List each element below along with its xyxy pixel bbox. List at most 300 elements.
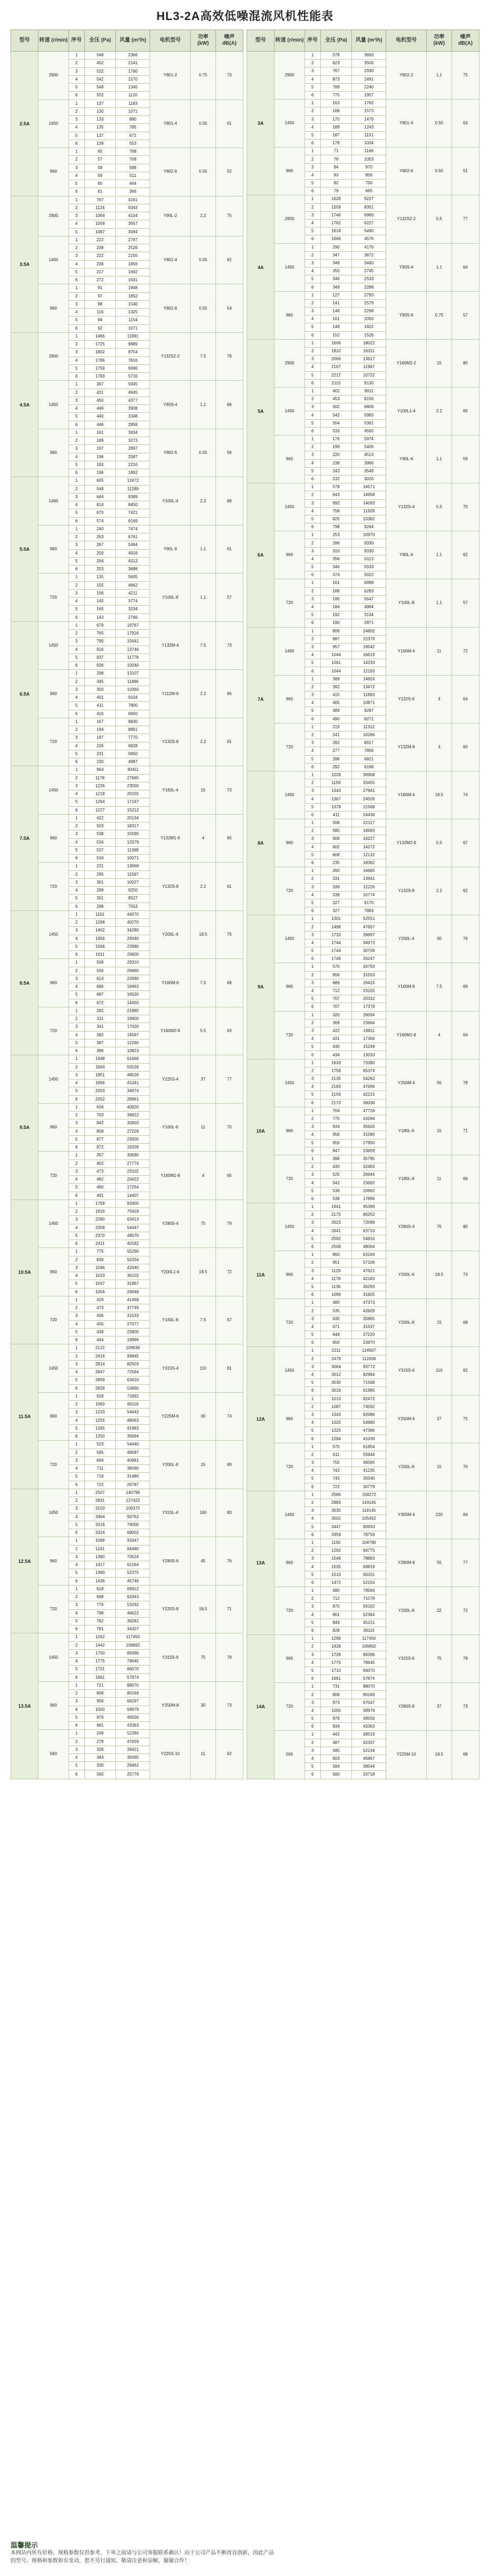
table-row: [247, 867, 479, 875]
notice-line: 的型号、规格和参数如有变动，恕不另行通知，敬请注意和谅解，谢谢合作！: [11, 2558, 190, 2564]
seq-cell: 6: [68, 324, 84, 332]
seq-cell: 1: [68, 1633, 84, 1641]
kw-cell: 15: [427, 1107, 452, 1155]
pressure-cell: 452: [84, 60, 116, 67]
airflow-cell: 23155: [352, 987, 386, 995]
airflow-cell: 8754: [116, 349, 150, 356]
seq-cell: 6: [305, 667, 320, 675]
airflow-cell: 31533: [116, 1312, 150, 1320]
seq-cell: 4: [68, 887, 84, 895]
seq-cell: 4: [305, 939, 320, 947]
model-cell: 14A: [247, 1635, 275, 1779]
seq-cell: 6: [68, 758, 84, 766]
airflow-cell: 1243: [352, 123, 386, 131]
kw-cell: 0.55: [427, 100, 452, 147]
pressure-cell: 1087: [320, 1403, 352, 1411]
pressure-cell: 703: [84, 1112, 116, 1119]
pressure-cell: 825: [320, 515, 352, 523]
airflow-cell: 72564: [116, 1369, 150, 1376]
airflow-cell: 27665: [116, 774, 150, 782]
speed-cell: 1450: [275, 243, 305, 291]
airflow-cell: 1526: [352, 331, 386, 339]
airflow-cell: 11891: [116, 332, 150, 340]
airflow-cell: 40270: [116, 919, 150, 927]
kw-cell: 5.5: [427, 819, 452, 867]
seq-cell: 2: [305, 1259, 320, 1267]
seq-cell: 4: [68, 1079, 84, 1087]
airflow-cell: 90933: [352, 1523, 386, 1531]
seq-cell: 6: [305, 379, 320, 387]
airflow-cell: 26415: [352, 979, 386, 987]
model-cell: 10A: [247, 1059, 275, 1203]
airflow-cell: 2797: [116, 236, 150, 244]
airflow-cell: 12472: [116, 477, 150, 485]
airflow-cell: 588: [116, 164, 150, 172]
airflow-cell: 40920: [116, 1103, 150, 1111]
airflow-cell: 15590: [116, 830, 150, 838]
pressure-cell: 286: [320, 539, 352, 547]
pressure-cell: 188: [320, 587, 352, 595]
seq-cell: 4: [68, 356, 84, 364]
seq-cell: 2: [305, 971, 320, 979]
airflow-cell: 58979: [116, 1706, 150, 1713]
model-cell: 6A: [247, 483, 275, 627]
seq-cell: 5: [305, 515, 320, 523]
seq-cell: 4: [305, 507, 320, 515]
pressure-cell: 798: [320, 523, 352, 531]
motor-cell: Y225S-10: [150, 1730, 191, 1779]
pressure-cell: 560: [84, 1770, 116, 1779]
airflow-cell: 8891: [116, 726, 150, 734]
airflow-cell: 84480: [116, 1545, 150, 1553]
pressure-cell: 861: [320, 1611, 352, 1619]
pressure-cell: 2122: [84, 1344, 116, 1352]
speed-cell: 1450: [275, 1059, 305, 1107]
pressure-cell: 502: [320, 403, 352, 411]
speed-cell: 960: [275, 1635, 305, 1683]
seq-cell: 5: [305, 851, 320, 859]
pressure-cell: 776: [84, 1601, 116, 1609]
airflow-cell: 36102: [116, 1272, 150, 1280]
pressure-cell: 634: [84, 1103, 116, 1111]
seq-cell: 2: [305, 827, 320, 835]
airflow-cell: 36090: [116, 1465, 150, 1473]
speed-cell: 960: [275, 1107, 305, 1155]
pressure-cell: 1241: [84, 1545, 116, 1553]
pressure-cell: 1219: [84, 790, 116, 798]
seq-cell: 1: [305, 1443, 320, 1451]
motor-cell: Y200L-8: [386, 1587, 427, 1635]
airflow-cell: 95399: [352, 1203, 386, 1211]
airflow-cell: 4565: [352, 427, 386, 435]
speed-cell: 960: [38, 1537, 68, 1586]
airflow-cell: 52551: [352, 915, 386, 923]
airflow-cell: 3026: [352, 475, 386, 483]
pressure-cell: 3359: [320, 1531, 352, 1539]
seq-cell: 1: [305, 1299, 320, 1307]
table-row: [247, 1539, 479, 1547]
pressure-cell: 1000: [320, 1707, 352, 1715]
airflow-cell: 23550: [116, 782, 150, 790]
pressure-cell: 2592: [320, 1235, 352, 1243]
pressure-cell: 578: [320, 483, 352, 491]
airflow-cell: 3934: [116, 429, 150, 437]
airflow-cell: 8271: [352, 715, 386, 723]
pressure-cell: 1390: [84, 1569, 116, 1577]
pressure-cell: 979: [84, 1713, 116, 1721]
pressure-cell: 1758: [320, 1067, 352, 1075]
pressure-cell: 184: [320, 603, 352, 611]
seq-cell: 1: [305, 1107, 320, 1115]
airflow-cell: 57874: [116, 1673, 150, 1681]
airflow-cell: 29310: [116, 959, 150, 967]
seq-cell: 1: [68, 1248, 84, 1256]
noise-cell: 61: [215, 525, 243, 573]
noise-cell: 80: [452, 1203, 479, 1251]
pressure-cell: 798: [84, 1609, 116, 1617]
model-cell: 4A: [247, 195, 275, 339]
airflow-cell: 11567: [116, 870, 150, 878]
motor-cell: Y200L-8: [386, 1299, 427, 1347]
noise-cell: 70: [452, 483, 479, 531]
airflow-cell: 16227: [352, 835, 386, 843]
seq-cell: 4: [68, 75, 84, 83]
airflow-cell: 31486: [116, 1473, 150, 1481]
table-row: [247, 243, 479, 251]
pressure-cell: 429: [84, 1296, 116, 1304]
kw-cell: 75: [191, 1633, 215, 1682]
airflow-cell: 35694: [116, 1433, 150, 1441]
pressure-cell: 781: [84, 1626, 116, 1633]
seq-cell: 6: [305, 619, 320, 627]
noise-cell: 73: [215, 52, 243, 100]
kw-cell: 15: [191, 1441, 215, 1489]
seq-cell: 2: [68, 485, 84, 493]
pressure-cell: 442: [320, 1731, 352, 1739]
speed-cell: 960: [275, 1539, 305, 1587]
pressure-cell: 1466: [84, 332, 116, 340]
airflow-cell: 785: [116, 124, 150, 132]
pressure-cell: 168: [320, 107, 352, 115]
pressure-cell: 2411: [84, 1240, 116, 1248]
seq-cell: 1: [68, 718, 84, 726]
seq-cell: 5: [305, 323, 320, 331]
pressure-cell: 249: [84, 1730, 116, 1738]
airflow-cell: 143145: [352, 1499, 386, 1507]
seq-cell: 3: [305, 1507, 320, 1515]
kw-cell: 45: [191, 1537, 215, 1586]
pressure-cell: 542: [320, 1179, 352, 1187]
seq-cell: 2: [68, 244, 84, 252]
airflow-cell: 18022: [352, 339, 386, 347]
pressure-cell: 301: [84, 895, 116, 903]
pressure-cell: 58: [84, 164, 116, 172]
motor-cell: Y160L-4: [150, 766, 191, 815]
seq-cell: 2: [305, 1739, 320, 1747]
airflow-cell: 5490: [352, 227, 386, 235]
pressure-cell: 936: [84, 662, 116, 670]
airflow-cell: 4211: [116, 589, 150, 597]
model-cell: 7A: [247, 627, 275, 771]
speed-cell: 720: [275, 1011, 305, 1059]
airflow-cell: 7800: [116, 702, 150, 710]
airflow-cell: 16571: [352, 483, 386, 491]
noise-cell: 52: [215, 148, 243, 196]
seq-cell: 3: [68, 1698, 84, 1706]
pressure-cell: 503: [84, 823, 116, 830]
seq-cell: 5: [305, 995, 320, 1003]
pressure-cell: 392: [320, 683, 352, 691]
airflow-cell: 10266: [352, 731, 386, 739]
airflow-cell: 22690: [116, 975, 150, 983]
motor-cell: Y225M-6: [150, 1392, 191, 1441]
seq-cell: 4: [68, 1658, 84, 1666]
column-header: 型号: [247, 30, 275, 52]
column-header: 噪声 dB(A): [215, 30, 243, 52]
seq-cell: 6: [305, 763, 320, 771]
airflow-cell: 63413: [116, 1216, 150, 1224]
seq-cell: 6: [305, 1243, 320, 1251]
airflow-cell: 34973: [352, 939, 386, 947]
table-row: [11, 525, 243, 533]
seq-cell: 6: [305, 1339, 320, 1347]
column-header: 风量 (m³/h): [352, 30, 386, 52]
kw-cell: 3: [427, 723, 452, 771]
airflow-cell: 9227: [352, 195, 386, 203]
seq-cell: 4: [68, 453, 84, 461]
airflow-cell: 2579: [352, 299, 386, 307]
airflow-cell: 1852: [116, 292, 150, 300]
seq-cell: 6: [68, 276, 84, 284]
airflow-cell: 54262: [352, 1075, 386, 1083]
pressure-cell: 350: [84, 686, 116, 693]
table-row: [11, 1103, 243, 1111]
motor-cell: Y315S-4: [150, 1344, 191, 1393]
airflow-cell: 35540: [352, 1475, 386, 1483]
airflow-cell: 41468: [116, 1296, 150, 1304]
airflow-cell: 54980: [352, 1419, 386, 1427]
noise-cell: 83: [215, 1489, 243, 1537]
airflow-cell: 49556: [116, 1713, 150, 1721]
airflow-cell: 62164: [116, 1561, 150, 1569]
pressure-cell: 189: [320, 123, 352, 131]
seq-cell: 5: [68, 1666, 84, 1673]
airflow-cell: 3348: [116, 413, 150, 421]
airflow-cell: 17167: [116, 798, 150, 806]
pressure-cell: 91: [84, 284, 116, 292]
kw-cell: 7.5: [191, 959, 215, 1007]
table-row: [11, 1681, 243, 1689]
noise-cell: 73: [215, 1681, 243, 1730]
pressure-cell: 1378: [320, 803, 352, 811]
pressure-cell: 542: [320, 411, 352, 419]
noise-cell: 63: [452, 100, 479, 147]
airflow-cell: 35926: [352, 1123, 386, 1131]
pressure-cell: 3464: [84, 1513, 116, 1521]
pressure-cell: 742: [320, 1467, 352, 1475]
speed-cell: 2900: [38, 52, 68, 100]
airflow-cell: 47726: [352, 1107, 386, 1115]
speed-cell: 720: [275, 1683, 305, 1731]
seq-cell: 2: [68, 204, 84, 212]
airflow-cell: 2526: [116, 244, 150, 252]
airflow-cell: 20332: [352, 995, 386, 1003]
airflow-cell: 31553: [352, 971, 386, 979]
seq-cell: 1: [68, 332, 84, 340]
airflow-cell: 23859: [352, 1147, 386, 1155]
seq-cell: 1: [68, 429, 84, 437]
airflow-cell: 1151: [352, 131, 386, 139]
pressure-cell: 1159: [320, 779, 352, 787]
pressure-cell: 1178: [320, 1275, 352, 1283]
airflow-cell: 27950: [352, 1139, 386, 1147]
pressure-cell: 238: [320, 459, 352, 467]
airflow-cell: 14450: [116, 999, 150, 1007]
airflow-cell: 23005: [116, 1135, 150, 1143]
motor-cell: Y280S-8: [386, 1683, 427, 1731]
speed-cell: 560: [275, 1731, 305, 1779]
seq-cell: 6: [305, 1627, 320, 1634]
airflow-cell: 62337: [352, 1739, 386, 1747]
seq-cell: 6: [305, 1147, 320, 1155]
seq-cell: 1: [305, 1683, 320, 1691]
airflow-cell: 54642: [116, 1409, 150, 1416]
airflow-cell: 1120: [116, 92, 150, 100]
airflow-cell: 112658: [352, 1355, 386, 1363]
pressure-cell: 422: [320, 1027, 352, 1035]
airflow-cell: 5043: [116, 204, 150, 212]
airflow-cell: 366: [116, 188, 150, 196]
kw-cell: 5.5: [427, 195, 452, 243]
pressure-cell: 870: [320, 1603, 352, 1611]
airflow-cell: 5945: [116, 381, 150, 389]
pressure-cell: 957: [320, 643, 352, 651]
airflow-cell: 28961: [116, 1095, 150, 1103]
seq-cell: 5: [305, 1187, 320, 1195]
airflow-cell: 9287: [352, 707, 386, 715]
airflow-cell: 14816: [352, 675, 386, 683]
airflow-cell: 5022: [352, 571, 386, 579]
pressure-cell: 374: [320, 571, 352, 579]
pressure-cell: 1033: [84, 1272, 116, 1280]
airflow-cell: 8351: [352, 203, 386, 211]
table-row: [11, 1633, 243, 1641]
pressure-cell: 775: [84, 1248, 116, 1256]
column-header: 电机型号: [386, 30, 427, 52]
seq-cell: 3: [68, 782, 84, 790]
airflow-cell: 63164: [352, 1251, 386, 1259]
pressure-cell: 130: [84, 107, 116, 115]
pressure-cell: 83: [320, 171, 352, 179]
airflow-cell: 78594: [352, 1587, 386, 1595]
seq-cell: 2: [305, 683, 320, 691]
motor-cell: Y132S2-2: [386, 195, 427, 243]
pressure-cell: 548: [84, 84, 116, 92]
seq-cell: 6: [68, 1192, 84, 1200]
model-cell: 7.5A: [11, 766, 38, 911]
motor-cell: Y132M2-6: [386, 819, 427, 867]
kw-cell: 110: [191, 1344, 215, 1393]
pressure-cell: 1611: [84, 951, 116, 959]
seq-cell: 4: [305, 267, 320, 275]
pressure-cell: 584: [320, 1763, 352, 1771]
seq-cell: 4: [68, 1416, 84, 1424]
seq-cell: 5: [305, 947, 320, 955]
pressure-cell: 1744: [320, 939, 352, 947]
speed-cell: 960: [275, 1395, 305, 1443]
seq-cell: 4: [68, 694, 84, 702]
airflow-cell: 1071: [116, 324, 150, 332]
motor-cell: Y200L-4: [386, 915, 427, 963]
pressure-cell: 436: [84, 1312, 116, 1320]
seq-cell: 1: [68, 52, 84, 60]
pressure-cell: 141: [320, 299, 352, 307]
seq-cell: 1: [305, 339, 320, 347]
airflow-cell: 5983: [352, 411, 386, 419]
airflow-cell: 13617: [352, 355, 386, 363]
kw-cell: 22: [427, 1587, 452, 1635]
seq-cell: 1: [305, 1203, 320, 1211]
seq-cell: 1: [68, 814, 84, 822]
seq-cell: 1: [68, 477, 84, 485]
seq-cell: 6: [68, 855, 84, 863]
pressure-cell: 1456: [84, 935, 116, 943]
pressure-cell: 346: [320, 275, 352, 283]
speed-cell: 960: [38, 1103, 68, 1152]
seq-cell: 4: [305, 459, 320, 467]
seq-cell: 5: [68, 1376, 84, 1384]
airflow-cell: 12260: [116, 1039, 150, 1047]
seq-cell: 2: [305, 1355, 320, 1363]
pressure-cell: 3324: [84, 1529, 116, 1537]
airflow-cell: 82472: [352, 1395, 386, 1403]
seq-cell: 4: [305, 123, 320, 131]
table-row: [247, 1251, 479, 1259]
airflow-cell: 75918: [116, 1208, 150, 1216]
pressure-cell: 282: [84, 1007, 116, 1015]
pressure-cell: 560: [320, 1771, 352, 1779]
model-cell: 11A: [247, 1203, 275, 1347]
speed-cell: 960: [275, 147, 305, 195]
pressure-cell: 623: [320, 60, 352, 67]
airflow-cell: 30411: [116, 766, 150, 774]
airflow-cell: 6650: [116, 710, 150, 718]
table-row: [11, 814, 243, 822]
table-row: [247, 915, 479, 923]
seq-cell: 1: [68, 381, 84, 389]
noise-cell: 73: [215, 621, 243, 670]
seq-cell: 4: [305, 1083, 320, 1091]
airflow-cell: 59162: [352, 1603, 386, 1611]
pressure-cell: 430: [320, 1043, 352, 1051]
airflow-cell: 4176: [352, 243, 386, 251]
seq-cell: 2: [305, 1211, 320, 1219]
pressure-cell: 187: [320, 131, 352, 139]
pressure-cell: 721: [84, 1681, 116, 1689]
airflow-cell: 3693: [352, 52, 386, 60]
pressure-cell: 465: [320, 699, 352, 707]
seq-cell: 6: [68, 140, 84, 147]
seq-cell: 1: [68, 670, 84, 678]
seq-cell: 5: [305, 1139, 320, 1147]
pressure-cell: 538: [84, 830, 116, 838]
table-row: [11, 1248, 243, 1256]
airflow-cell: 55944: [352, 1451, 386, 1459]
table-row: [11, 1152, 243, 1160]
airflow-cell: 9250: [116, 887, 150, 895]
pressure-cell: 330: [84, 1762, 116, 1770]
seq-cell: 1: [305, 243, 320, 251]
